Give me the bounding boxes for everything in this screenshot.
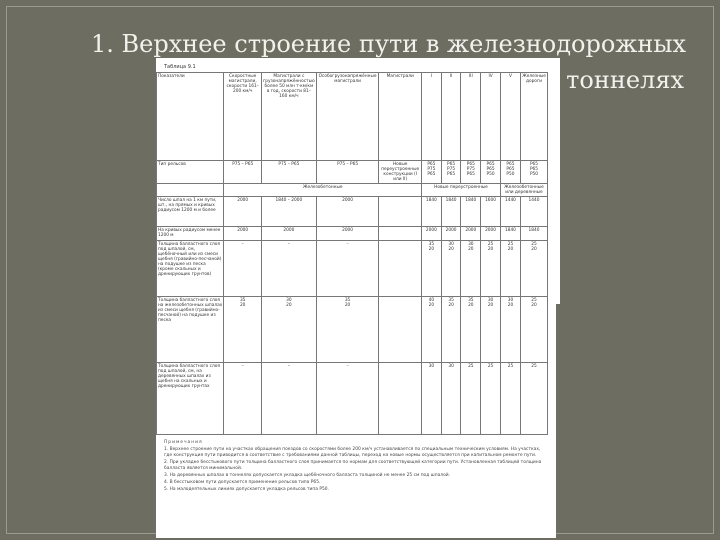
ballast-row-1-blank [379, 241, 422, 297]
ballast-row-2-blank [379, 297, 422, 363]
sleeper-row-2-v1: 2000 [261, 227, 316, 241]
ballast-row-1-v1: – [261, 241, 316, 297]
note-item: 2. При укладке бесстыкового пути толщина балластного слоя принимается по нормам для соответствующей категории пути. Установленная таблицей толщина балласта является минимальной. [164, 460, 542, 471]
ballast-row-1-v4: 30 20 [441, 241, 461, 297]
ballast-row-2-label: Толщина балластного слоя на железобетонных шпалах из смеси щебня (гравийно-песчаной) на подушке из песка [157, 297, 224, 363]
header-cell-cat-5: V [500, 73, 520, 161]
rail-type-cat2: Р65 Р75 Р65 [441, 161, 461, 184]
sleeper-row-1-v3: 1840 [421, 197, 441, 227]
sleeper-row-2-v2: 2000 [316, 227, 379, 241]
rail-type-cat5: Р65 Р65 Р50 [500, 161, 520, 184]
ballast-row-3-v3: 30 [421, 363, 441, 435]
sleeper-row-1-v8: 1440 [520, 197, 547, 227]
section-label-note: Новые переустроенные [421, 184, 500, 197]
ballast-row-2-v4: 35 20 [441, 297, 461, 363]
note-item: 3. На деревянных шпалах в тоннелях допускается укладка щебёночного балласта толщиной не менее 25 см под шпалой. [164, 473, 450, 478]
sleeper-row-2-v0: 2000 [224, 227, 262, 241]
ballast-row-2-v2: 35 20 [316, 297, 379, 363]
rail-type-note: Новые переустроенные конструкции (I или II) [379, 161, 422, 184]
ballast-row-3-v4: 30 [441, 363, 461, 435]
ballast-row-2-v6: 30 20 [481, 297, 501, 363]
header-cell-cat-1: I [421, 73, 441, 161]
ballast-row-2-v0: 35 20 [224, 297, 262, 363]
header-cell-cat-2: II [441, 73, 461, 161]
rail-type-label: Тип рельсов [157, 161, 224, 184]
sleeper-row-2-v3: 2000 [421, 227, 441, 241]
ballast-row-3-v1: – [261, 363, 316, 435]
ballast-row-1-label: Толщина балластного слоя под шпалой, см, щебёночный или из смеси щебня (гравийно-песчаной) на подушке из песка (кроме скальных и дренирующих грунтов) [157, 241, 224, 297]
sleeper-row-2-label: На кривых радиусом менее 1200 м [157, 227, 224, 241]
ballast-row-3-v6: 25 [481, 363, 501, 435]
sleeper-row-1-v4: 1840 [441, 197, 461, 227]
slide-title-line1: 1. Верхнее строение пути в железнодорожных [90, 30, 686, 58]
ballast-row-1-v3: 35 20 [421, 241, 441, 297]
note-item: 5. На малодеятельных линиях допускается укладка рельсов типа Р50. [164, 487, 329, 492]
sleeper-row-1-v5: 1840 [461, 197, 481, 227]
ballast-row-1-v0: – [224, 241, 262, 297]
section-label-mixed: Железобетонные или деревянные [500, 184, 547, 197]
sleeper-row-2-v8: 1840 [520, 227, 547, 241]
sleeper-row-2-v4: 2000 [441, 227, 461, 241]
ballast-row-2-v1: 30 20 [261, 297, 316, 363]
header-cell-special-lines: Особогрузонапряжённые магистрали [316, 73, 379, 161]
notes-heading: Примечания [164, 440, 203, 445]
rail-type-extra: Р65 Р65 Р50 [520, 161, 547, 184]
ballast-row-2-v3: 40 20 [421, 297, 441, 363]
header-cell-cat-4: IV [481, 73, 501, 161]
ballast-row-2-v8: 25 20 [520, 297, 547, 363]
ballast-row-2-v7: 30 20 [500, 297, 520, 363]
table-notes [164, 440, 548, 494]
table-caption: Таблица 9.1 [164, 64, 196, 70]
rail-type-cat3: Р65 Р75 Р65 [461, 161, 481, 184]
slide-title-line2: тоннелях [566, 66, 684, 94]
ballast-row-1-v2: – [316, 241, 379, 297]
sleeper-row-1-v0: 2000 [224, 197, 262, 227]
ballast-row-3-label: Толщина балластного слоя под шпалой, см, на деревянных шпалах из щебня на скальных и дренирующих грунтах [157, 363, 224, 435]
header-cell-mainlines: Магистрали [379, 73, 422, 161]
rail-type-col3: Р75 – Р65 [316, 161, 379, 184]
sleeper-row-2-blank [379, 227, 422, 241]
sleeper-row-1-label: Число шпал на 1 км пути, шт., на прямых и кривых радиусом 1200 м и более [157, 197, 224, 227]
ballast-row-1-v7: 25 20 [500, 241, 520, 297]
sleeper-row-1-v1: 1840 – 2000 [261, 197, 316, 227]
header-cell-cat-3: III [461, 73, 481, 161]
ballast-row-2-v5: 35 20 [461, 297, 481, 363]
note-item: 4. В бесстыковом пути допускается применение рельсов типа Р65. [164, 480, 321, 485]
ballast-row-1-v5: 30 20 [461, 241, 481, 297]
ballast-row-1-v8: 25 20 [520, 241, 547, 297]
ballast-row-1-v6: 25 20 [481, 241, 501, 297]
header-cell-railways: Железные дороги [520, 73, 547, 161]
section-blank [157, 184, 224, 197]
ballast-row-3-v8: 25 [520, 363, 547, 435]
sleeper-row-2-v5: 2000 [461, 227, 481, 241]
sleeper-row-1-v2: 2000 [316, 197, 379, 227]
rail-type-col1: Р75 – Р65 [224, 161, 262, 184]
header-cell-indicators: Показатели [157, 73, 224, 161]
ballast-row-3-v0: – [224, 363, 262, 435]
track-structure-table [156, 72, 548, 435]
rail-type-cat1: Р65 Р75 Р65 [421, 161, 441, 184]
ballast-row-3-v5: 25 [461, 363, 481, 435]
section-label-concrete: Железобетонные [224, 184, 422, 197]
ballast-row-3-blank [379, 363, 422, 435]
sleeper-row-1-v7: 1440 [500, 197, 520, 227]
note-item: 1. Верхнее строение пути на участках обращения поездов со скоростями более 200 км/ч устанавливается по специальным техническим условиям. На участках, где конструкция пути приводится в соответствие с требованиями данной таблицы, переход на новые нормы осуществляется при капитальном ремонте пути. [164, 447, 541, 458]
rail-type-cat4: Р65 Р65 Р50 [481, 161, 501, 184]
sleeper-row-1-v6: 1600 [481, 197, 501, 227]
sleeper-row-2-v6: 2000 [481, 227, 501, 241]
ballast-row-3-v7: 25 [500, 363, 520, 435]
document-page [156, 58, 556, 538]
header-cell-speed-lines: Скоростные магистрали, скорости 161–200 км/ч [224, 73, 262, 161]
header-cell-heavy-lines: Магистрали с грузонапряжённостью более 50 млн т·км/км в год, скорости 81–160 км/ч [261, 73, 316, 161]
sleeper-row-2-v7: 1840 [500, 227, 520, 241]
sleeper-row-1-blank [379, 197, 422, 227]
ballast-row-3-v2: – [316, 363, 379, 435]
rail-type-col2: Р75 – Р65 [261, 161, 316, 184]
